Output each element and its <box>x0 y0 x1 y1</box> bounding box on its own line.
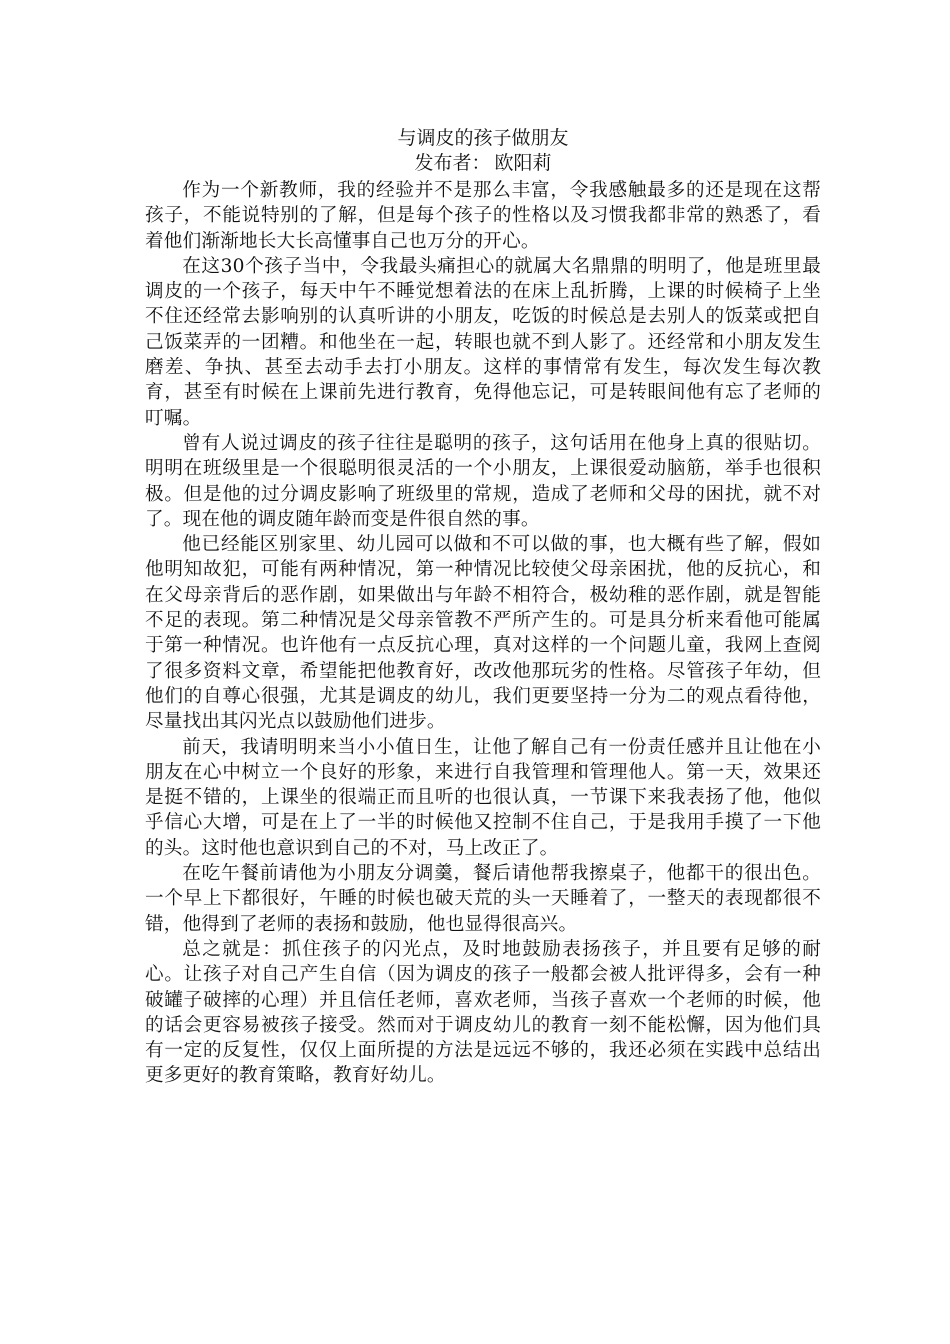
paragraph-3: 曾有人说过调皮的孩子往往是聪明的孩子，这句话用在他身上真的很贴切。明明在班级里是一个很聪明很灵活的一个小朋友，上课很爱动脑筋，举手也很积极。但是他的过分调皮影响了班级里的常规，造成了老师和父母的困扰，就不对了。现在他的调皮随年龄而变是件很自然的事。 <box>145 432 821 530</box>
paragraph-2: 在这30个孩子当中，令我最头痛担心的就属大名鼎鼎的明明了，他是班里最调皮的一个孩子，每天中午不睡觉想着法的在床上乱折腾，上课的时候椅子上坐不住还经常去影响别的认真听讲的小朋友，吃饭的时候总是去别人的饭菜或把自己饭菜弄的一团糟。和他坐在一起，转眼也就不到人影了。还经常和小朋友发生磨差、争执、甚至去动手去打小朋友。这样的事情常有发生，每次发生每次教育，甚至有时候在上课前先进行教育，免得他忘记，可是转眼间他有忘了老师的叮嘱。 <box>145 255 821 429</box>
paragraph-6: 在吃午餐前请他为小朋友分调羹，餐后请他帮我擦桌子，他都干的很出色。一个早上下都很好，午睡的时候也破天荒的头一天睡着了，一整天的表现都很不错，他得到了老师的表扬和鼓励，他也显得很高兴。 <box>145 863 821 935</box>
author-name: 欧阳莉 <box>494 152 552 174</box>
paragraph-7: 总之就是：抓住孩子的闪光点，及时地鼓励表扬孩子，并且要有足够的耐心。让孩子对自己产生自信（因为调皮的孩子一般都会被人批评得多，会有一种破罐子破摔的心理）并且信任老师，喜欢老师，当孩子喜欢一个老师的时候，他的话会更容易被孩子接受。然而对于调皮幼儿的教育一刻不能松懈，因为他们具有一定的反复性，仅仅上面所提的方法是远远不够的，我还必须在实践中总结出更多更好的教育策略，教育好幼儿。 <box>145 938 821 1087</box>
paragraph-5: 前天，我请明明来当小小值日生，让他了解自己有一份责任感并且让他在小朋友在心中树立一个良好的形象，来进行自我管理和管理他人。第一天，效果还是挺不错的，上课坐的很端正而且听的也很认真，一节课下来我表扬了他，他似乎信心大增，可是在上了一半的时候他又控制不住自己，于是我用手摸了一下他的头。这时他也意识到自己的不对，马上改正了。 <box>145 736 821 859</box>
document-page <box>145 126 821 1089</box>
author-label: 发布者： <box>414 152 491 174</box>
document-title: 与调皮的孩子做朋友 <box>397 127 569 149</box>
paragraph-4: 他已经能区别家里、幼儿园可以做和不可以做的事，也大概有些了解，假如他明知故犯，可能有两种情况，第一种情况比较使父母亲困扰，他的反抗心，和在父母亲背后的恶作剧，如果做出与年龄不相符合，极幼稚的恶作剧，就是智能不足的表现。第二种情况是父母亲管教不严所产生的。可是具分析来看他可能属于第一种情况。也许他有一点反抗心理，真对这样的一个问题儿童，我网上查阅了很多资料文章，希望能把他教育好，改改他那玩劣的性格。尽管孩子年幼，但他们的自尊心很强，尤其是调皮的幼儿，我们更要坚持一分为二的观点看待他，尽量找出其闪光点以鼓励他们进步。 <box>145 534 821 733</box>
author-line <box>145 150 821 176</box>
paragraph-1: 作为一个新教师，我的经验并不是那么丰富，令我感触最多的还是现在这帮孩子，不能说特别的了解，但是每个孩子的性格以及习惯我都非常的熟悉了，看着他们渐渐地长大长高懂事自己也万分的开心。 <box>145 180 821 252</box>
